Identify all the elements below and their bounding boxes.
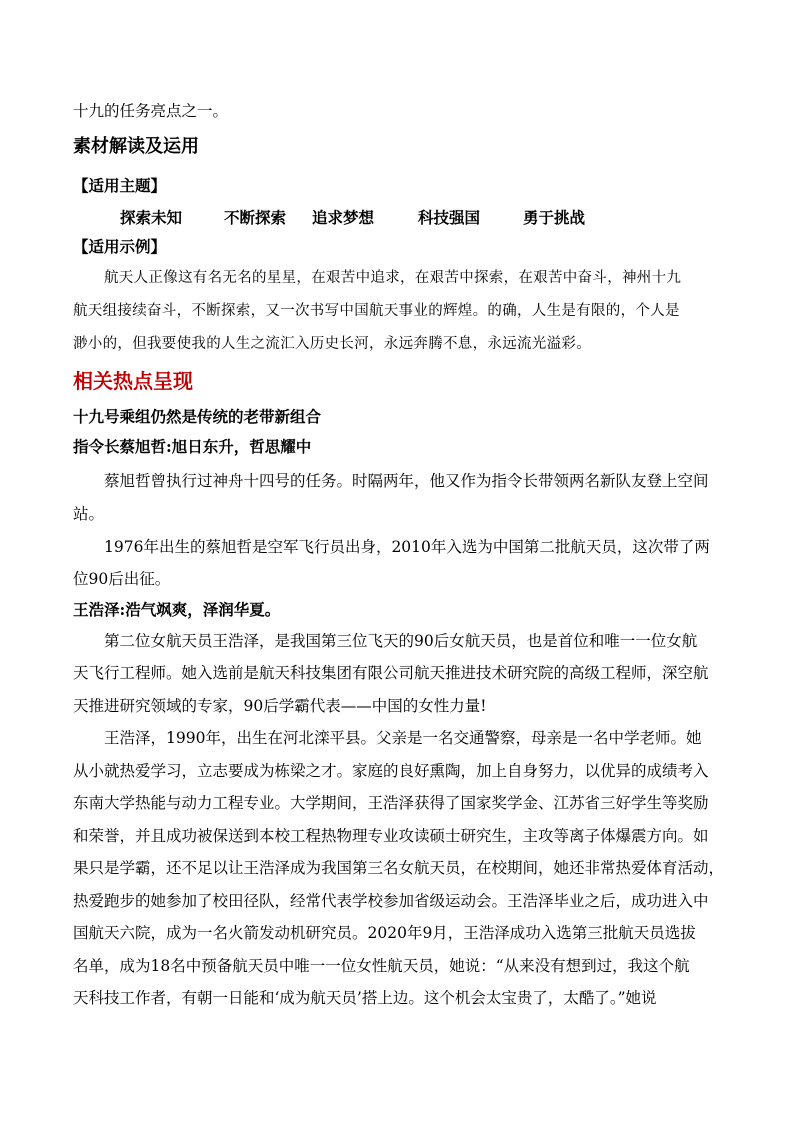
example-line: 渺小的，但我要使我的人生之流汇入历史长河，永远奔腾不息，永远流光溢彩。 [73, 336, 591, 352]
paragraph-line: 天科技工作者，有朝一日能和‘成为航天员’搭上边。这个机会太宝贵了，太酷了。”她说 [73, 989, 657, 1007]
paragraph-line: 国航天六院，成为一名火箭发动机研究员。2020年9月，王浩泽成功入选第三批航天员选拔 [73, 924, 696, 942]
paragraph-line: 和荣誉，并且成功被保送到本校工程热物理专业攻读硕士研究生，主攻等离子体爆震方向。如 [73, 827, 709, 845]
theme-item: 勇于挑战 [523, 208, 586, 227]
crew-heading: 十九号乘组仍然是传统的老带新组合 [73, 407, 322, 426]
paragraph-line: 蔡旭哲曾执行过神舟十四号的任务。时隔两年，他又作为指令长带领两名新队友登上空间 [104, 472, 709, 490]
hot-topic-title: 相关热点呈现 [73, 369, 193, 393]
paragraph-line: 第二位女航天员王浩泽，是我国第三位飞天的90后女航天员，也是首位和唯一一位女航 [104, 632, 698, 650]
example-line: 航天组接续奋斗，不断探索，又一次书写中国航天事业的辉煌。的确，人生是有限的，个人是 [73, 303, 680, 319]
paragraph-line: 从小就热爱学习，立志要成为栋梁之才。家庭的良好熏陶，加上自身努力，以优异的成绩考入 [73, 762, 709, 780]
paragraph-line: 热爱跑步的她参加了校田径队，经常代表学校参加省级运动会。王浩泽毕业之后，成功进入中 [73, 892, 709, 910]
paragraph-line: 1976年出生的蔡旭哲是空军飞行员出身，2010年入选为中国第二批航天员，这次带了两 [104, 538, 710, 556]
commander-heading: 指令长蔡旭哲:旭日东升，哲思耀中 [73, 437, 312, 456]
paragraph-line: 站。 [73, 505, 105, 523]
theme-item: 不断探索 [224, 208, 287, 227]
paragraph-line: 名单，成为18名中预备航天员中唯一一位女性航天员，她说：“从来没有想到过，我这个航 [73, 957, 690, 975]
theme-item: 科技强国 [418, 208, 481, 227]
paragraph-line: 果只是学霸，还不足以让王浩泽成为我国第三名女航天员，在校期间，她还非常热爱体育活动， [73, 859, 725, 877]
paragraph-line: 天飞行工程师。她入选前是航天科技集团有限公司航天推进技术研究院的高级工程师，深空航 [73, 664, 709, 682]
paragraph-line: 王浩泽，1990年，出生在河北滦平县。父亲是一名交通警察，母亲是一名中学老师。她 [104, 729, 702, 747]
paragraph-line: 位90后出征。 [73, 570, 171, 588]
theme-item: 探索未知 [120, 208, 183, 227]
theme-label: 【适用主题】 [73, 176, 167, 195]
wang-heading: 王浩泽:浩气飒爽，泽润华夏。 [73, 600, 281, 619]
section-title: 素材解读及运用 [73, 136, 199, 157]
example-label: 【适用示例】 [73, 237, 167, 256]
paragraph-line: 天推进研究领域的专家，90后学霸代表——中国的女性力量! [73, 697, 487, 715]
paragraph-line: 东南大学热能与动力工程专业。大学期间，王浩泽获得了国家奖学金、江苏省三好学生等奖励 [73, 794, 709, 812]
theme-item: 追求梦想 [312, 208, 375, 227]
example-line: 航天人正像这有名无名的星星，在艰苦中追求，在艰苦中探索，在艰苦中奋斗，神州十九 [104, 270, 682, 286]
intro-tail-text: 十九的任务亮点之一。 [73, 102, 229, 120]
